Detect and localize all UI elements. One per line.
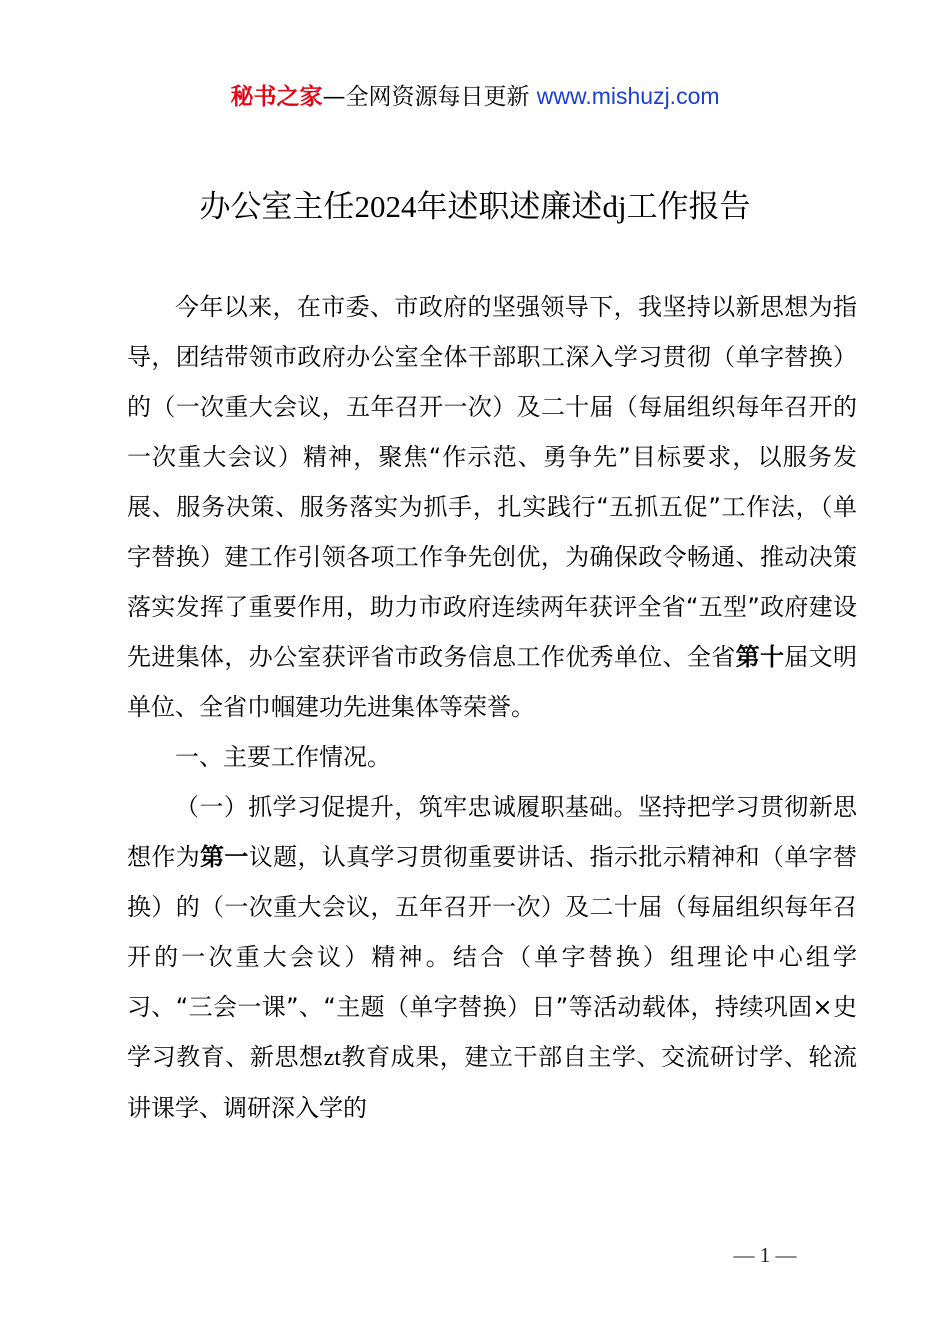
document-title [0, 183, 950, 231]
paragraph-intro-text-end: 届文明单位、全省巾帼建功先进集体等荣誉。 [127, 643, 858, 721]
brand-name: 秘书之家 [230, 84, 323, 110]
title-part3: 工作报告 [626, 189, 751, 225]
paragraph-section1-text: （一）抓学习促提升，筑牢忠诚履职基础。坚持把学习贯彻新思想作为 [127, 793, 857, 871]
header-url[interactable]: www.mishuzj.com [536, 83, 720, 109]
title-latin: dj [602, 189, 627, 224]
paragraph-section1-text-mid: 议题，认真学习贯彻重要讲话、指示批示精神和（单字替换）的（一次重大会议，五年召开一次）及二十届（每届组织每年召开的一次重大会议）精神。结合（单字替换）组理论中心组学习、“三会一课”、“主题（单字替换）日”等活动载体，持续巩固×史学习教育、新思想 [127, 843, 858, 1071]
paragraph-intro [127, 282, 857, 732]
title-part2: 年述职述廉述 [416, 189, 603, 225]
document-body [127, 282, 857, 1133]
paragraph-section1-text-end: 教育成果，建立干部自主学、交流研讨学、轮流讲课学、调研深入学的 [127, 1043, 858, 1122]
paragraph-intro-bold: 第十 [735, 643, 785, 671]
title-part1: 办公室主任 [199, 189, 355, 225]
page-number: — 1 — [733, 1243, 797, 1267]
paragraph-section1-latin: zt [323, 1045, 341, 1071]
section-heading: 一、主要工作情况。 [175, 743, 391, 771]
site-header [0, 80, 950, 113]
paragraph-section1 [127, 782, 857, 1133]
paragraph-section1-bold: 第一 [200, 843, 249, 871]
title-year: 2024 [354, 189, 417, 224]
paragraph-intro-text: 今年以来，在市委、市政府的坚强领导下，我坚持以新思想为指导，团结带领市政府办公室全体干部职工深入学习贯彻（单字替换）的（一次重大会议，五年召开一次）及二十届（每届组织每年召开的一次重大会议）精神，聚焦“作示范、勇争先”目标要求，以服务发展、服务决策、服务落实为抓手，扎实践行“五抓五促”工作法，（单字替换）建工作引领各项工作争先创优，为确保政令畅通、推动决策落实发挥了重要作用，助力市政府连续两年获评全省“五型”政府建设先进集体，办公室获评省市政务信息工作优秀单位、全省 [127, 293, 857, 671]
header-tagline: —全网资源每日更新 [322, 84, 537, 110]
